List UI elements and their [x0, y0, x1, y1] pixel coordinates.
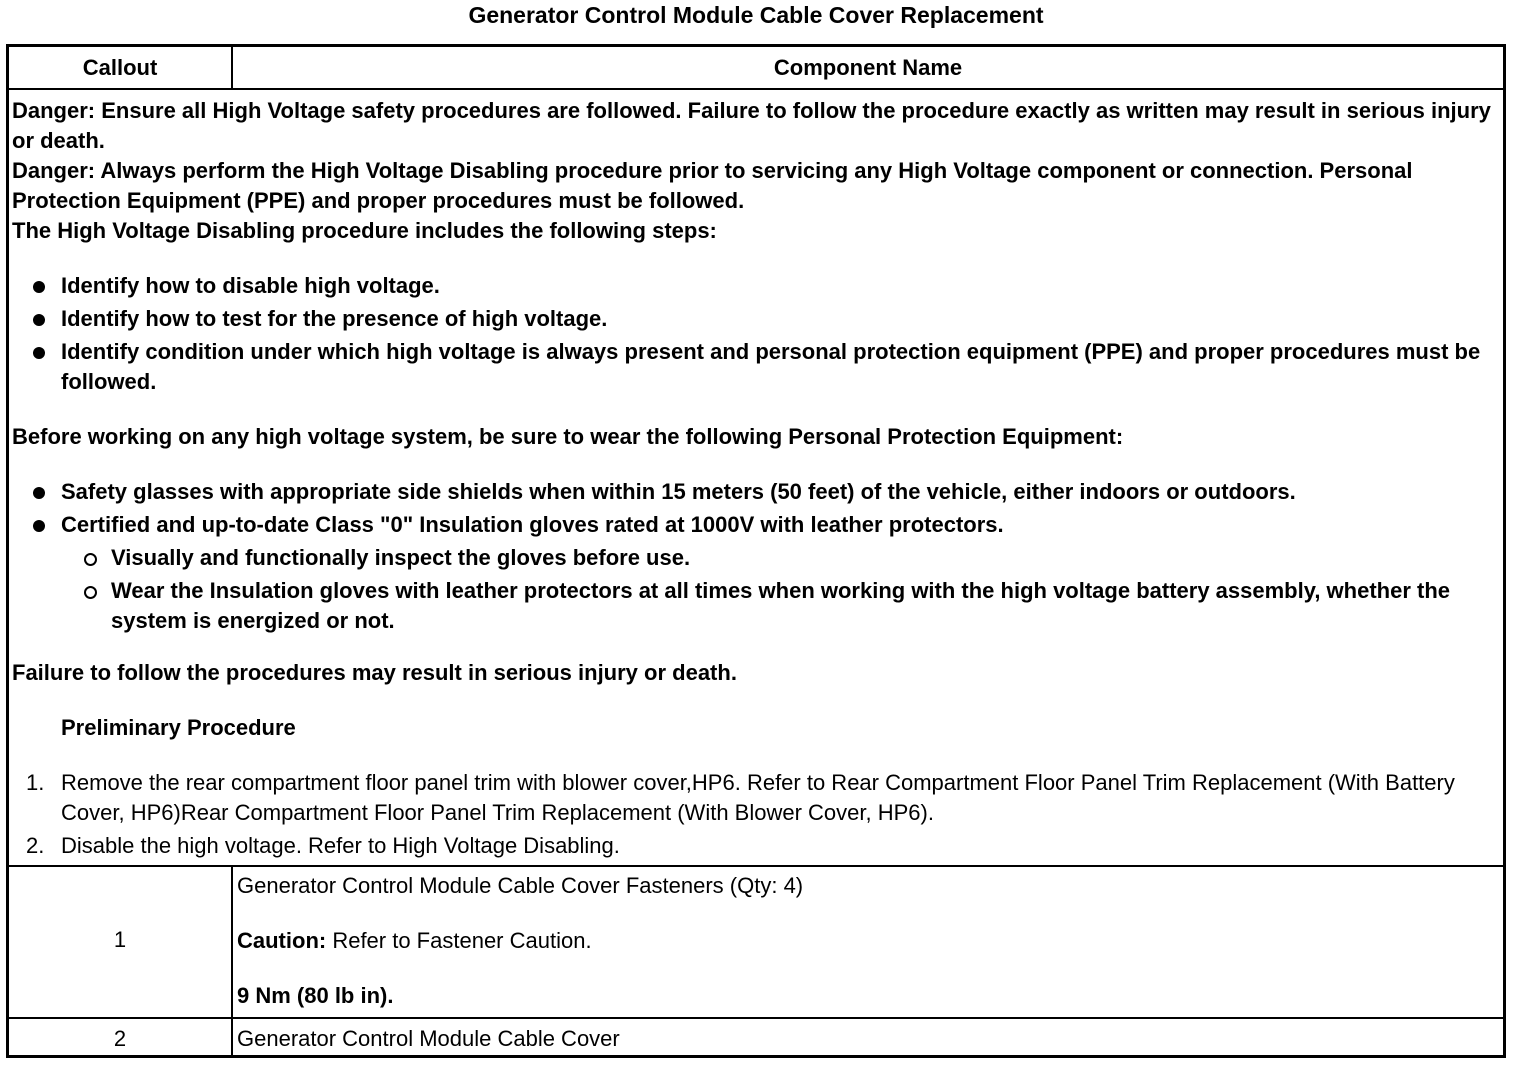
list-item: 2. Disable the high voltage. Refer to High Voltage Disabling.: [26, 833, 620, 858]
ppe-list: [12, 477, 1497, 636]
component-cell: [233, 867, 1503, 1017]
bullet-icon: [33, 281, 45, 293]
list-item: Visually and functionally inspect the gloves before use.: [12, 543, 1497, 576]
header-callout: Callout: [9, 47, 233, 88]
list-item: Identify how to test for the presence of high voltage.: [12, 304, 1497, 337]
disabling-steps-list: [12, 271, 1497, 397]
ppe-lead: Before working on any high voltage system, be sure to wear the following Personal Protection Equipment:: [12, 424, 1124, 449]
sub-bullet-icon: [84, 586, 97, 599]
danger-warning-1: Danger: Ensure all High Voltage safety procedures are followed. Failure to follow the procedure exactly as written may result in serious injury or death.: [12, 98, 1491, 153]
callout-cell: 2: [9, 1019, 233, 1057]
preliminary-heading: Preliminary Procedure: [61, 715, 296, 740]
caution-note: Caution: Refer to Fastener Caution.: [237, 928, 592, 953]
list-item: Wear the Insulation gloves with leather protectors at all times when working with the high voltage battery assembly, whether the system is energized or not.: [12, 576, 1497, 636]
document-title: Generator Control Module Cable Cover Replacement: [468, 2, 1044, 28]
table-row: [9, 1017, 1503, 1057]
failure-warning: Failure to follow the procedures may result in serious injury or death.: [12, 660, 737, 685]
list-item: Safety glasses with appropriate side shields when within 15 meters (50 feet) of the vehicle, either indoors or outdoors.: [12, 477, 1497, 510]
header-component-name: Component Name: [773, 55, 963, 80]
danger-warning-2: Danger: Always perform the High Voltage Disabling procedure prior to servicing any High Voltage component or connection. Personal Protection Equipment (PPE) and proper procedures must be followed.: [12, 158, 1413, 213]
component-name: Generator Control Module Cable Cover: [237, 1026, 620, 1051]
component-name: Generator Control Module Cable Cover Fasteners (Qty: 4): [237, 873, 804, 898]
table-header: [9, 47, 1503, 90]
sub-bullet-icon: [84, 553, 97, 566]
preliminary-steps-list: [12, 768, 1497, 861]
bullet-icon: [33, 314, 45, 326]
table-row: [9, 865, 1503, 1017]
disabling-steps-lead: The High Voltage Disabling procedure includes the following steps:: [12, 218, 717, 243]
callout-table: [6, 44, 1506, 1058]
list-item: Identify condition under which high voltage is always present and personal protection equipment (PPE) and proper procedures must be followed.: [12, 337, 1497, 397]
bullet-icon: [33, 347, 45, 359]
torque-spec: 9 Nm (80 lb in).: [237, 983, 394, 1008]
list-item: Identify how to disable high voltage.: [12, 271, 1497, 304]
safety-and-procedure-block: [12, 96, 1497, 861]
list-item: 1. Remove the rear compartment floor panel trim with blower cover,HP6. Refer to Rear Compartment Floor Panel Trim Replacement (With Battery Cover, HP6)Rear Compartment Floor Panel Trim Replacement (With Blower Cover, HP6).: [26, 770, 1455, 825]
callout-cell: 1: [9, 867, 233, 1017]
component-cell: [233, 1019, 1503, 1057]
bullet-icon: [33, 487, 45, 499]
list-item: Certified and up-to-date Class "0" Insulation gloves rated at 1000V with leather protectors.: [12, 510, 1497, 543]
bullet-icon: [33, 520, 45, 532]
